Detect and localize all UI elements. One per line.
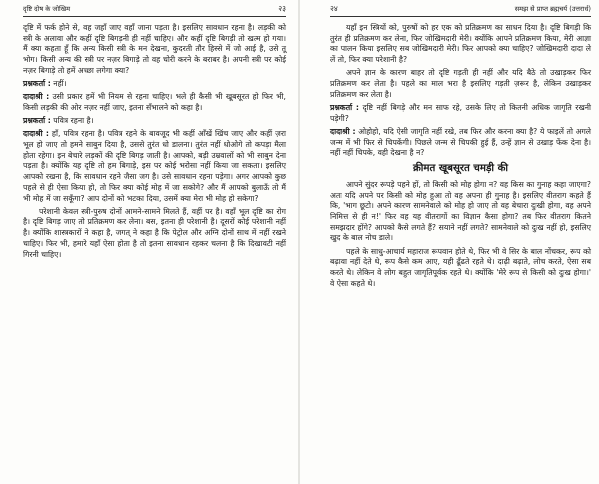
paragraph: यहाँ इन स्त्रियों को, पुरुषों को हर एक को प्रतिक्रमण का साधन दिया है। दृष्टि बिगड़ी कि तुरंत ही प्रतिक्रमण कर लेना, फिर जोखिमदारी मेरी। क्योंकि आपने प्रतिक्रमण किया, मेरी आज्ञा का पालन किया इसलिए सब जोखिमदारी मेरी। फिर आपको क्या चाहिए? जोखिमदारी दादा ले लें तो, फिर क्या परेशानी है? bbox=[330, 23, 591, 65]
right-page-body bbox=[330, 23, 591, 289]
dialogue-answer: दादाश्री : हाँ, पवित्र रहना है। पवित्र रहने के बावजूद भी कहीं आँखें खिंच जाए और कहीं ज़रा भूल हो जाए तो हमने साबुन दिया है, उससे तुरंत धो डालना। तुरंत नहीं धोओगे तो कपड़ा मैला होता रहेगा। इन बेचारे लड़कों की दृष्टि बिगड़ जाती है। आपको, बड़ी उम्रवालों को भी साबुन देना पड़ता है। क्योंकि यह दृष्टि तो हम बिगाड़े, इस पर कोई भरोसा नहीं किया जा सकता। इसलिए आपको रखना है, कि सावधान रहने जैसा जग है। उसे सावधान रहना पड़ेगा। अगर आपको कुछ पहले से ही ऐसा किया हो, तो फिर क्या कोई मोह में जा सकोगे? और मैं आपको बुलाऊँ तो मैं भी मोह में जा सकूँगा? आप दोनों को भटका दिया, उसमें क्या मेरा भी मोह हो सकेगा? bbox=[23, 129, 286, 203]
speaker-label: दादाश्री : bbox=[330, 126, 356, 136]
left-page-number: २३ bbox=[278, 4, 286, 13]
paragraph: अपने ज्ञान के कारण बाहर तो दृष्टि गड़ती ही नहीं और यदि बैठे तो उखाड़कर फिर प्रतिक्रमण कर लेता है। पहले का माल भरा है इसलिए गड़ती ज़रूर है, लेकिन उखाड़कर प्रतिक्रमण कर लेता है। bbox=[330, 68, 591, 99]
right-page bbox=[300, 0, 599, 484]
speaker-label: प्रश्नकर्ता : bbox=[330, 102, 359, 112]
left-page-body bbox=[23, 23, 286, 260]
speaker-label: दादाश्री : bbox=[23, 129, 49, 139]
paragraph: दृष्टि में फर्क होने से, वह जहाँ जाए वहाँ जाना पड़ता है। इसलिए सावधान रहना है। लड़की को स्त्री के अलावा और कहीं दृष्टि बिगड़नी ही नहीं चाहिए। और कहीं दृष्टि बिगड़ी तो खत्म हो गया। मैं क्या कहता हूँ कि अन्य किसी स्त्री के मन देखना, कुदरती तौर हिस्से में जो आई है, उसे तू भोग। किसी अन्य की स्त्री पर नज़र बिगाड़े तो वह चोरी करने के बराबर है। अपनी स्त्री पर कोई नज़र बिगाड़े तो हमें अच्छा लगेगा क्या? bbox=[23, 23, 286, 75]
left-page bbox=[0, 0, 298, 484]
left-page-header bbox=[23, 3, 286, 17]
right-running-title: समझ से प्राप्त ब्रह्मचर्य (उत्तरार्ध) bbox=[514, 5, 591, 13]
right-page-number: २४ bbox=[330, 4, 338, 13]
dialogue-question: प्रश्नकर्ता : दृष्टि नहीं बिगड़े और मन साफ रहे, उसके लिए तो कितनी अधिक जागृति रखनी पड़ेगी? bbox=[330, 102, 591, 123]
dialogue-answer: दादाश्री : ओहोहो, यदि ऐसी जागृति नहीं रखे, तब फिर और करना क्या है? ये फाइलें तो अगले जन्म में भी फिर से चिपकेंगी। पिछले जन्म से चिपकी हुई हैं, उन्हें ज्ञान से उखाड़ फेंक देना है। नहीं नहीं चिपके, वही देखना है न? bbox=[330, 126, 591, 158]
dialogue-answer: दादाश्री : उसी प्रकार हमें भी नियम से रहना चाहिए। भले ही कैसी भी खूबसूरत हो फिर भी, किसी लड़की की ओर नज़र नहीं जाए, इतना सँभालने को कहा है। bbox=[23, 92, 286, 112]
speaker-label: दादाश्री : bbox=[23, 92, 50, 102]
paragraph: आपने सुंदर रूपड़े पहने हों, तो किसी को मोह होगा न? वह किस का गुनाह कहा जाएगा? अतः यदि अपने पर किसी को मोह हुआ तो वह अपना ही गुनाह है। इसलिए वीतराग कहते हैं कि, 'भाग छूटो। अपने कारण सामनेवाले को मोह हो जाए तो वह बेचारा दुःखी होगा, वह अपने निमित्त से ही न!' फिर वह यह वीतरागों का विज्ञान कैसा होगा? तब फिर वीतराग कितने समझदार होंगे? आपको कैसे लगते हैं? सयाने नहीं लगते? सामनेवाले को दुःख नहीं हो, इसलिए खुद के बाल नोच डाले। bbox=[330, 179, 591, 243]
left-running-title: दृष्टि दोष के जोखिम bbox=[23, 5, 71, 13]
dialogue-question: प्रश्नकर्ता : नहीं। bbox=[23, 79, 67, 89]
speaker-label: प्रश्नकर्ता : bbox=[23, 79, 51, 89]
chapter-heading: क्रीमत खूबसूरत चमड़ी की bbox=[412, 162, 509, 174]
dialogue-question: प्रश्नकर्ता : पवित्र रहना है। bbox=[23, 116, 94, 126]
paragraph: परेशानी केवल स्त्री-पुरुष दोनों आमने-सामने मिलते हैं, वहीं पर है। वहाँ भूल दृष्टि का रोग है। दृष्टि बिगड़ जाए तो प्रतिक्रमण कर लेना। बस, इतना ही परेशानी है। दूसरों कोई परेशानी नहीं है। क्योंकि शास्त्रकारों ने कहा है, जगत् ने कहा है कि पेट्रोल और अग्नि दोनों साथ में नहीं रखने चाहिए। फिर भी, हमारे यहाँ ऐसा होता है तो इतना सावधान रहकर चलना है कि दिखावटी नहीं गिरनी चाहिए। bbox=[23, 206, 286, 259]
paragraph: पहले के साधु-आचार्य महाराज रूपवान होते थे, फिर भी वे सिर के बाल नोंचकर, रूप को बढ़ावा नहीं देते थे, रूप कैसे कम आए, यही ढूँढते रहते थे। दाढ़ी बढ़ाते, लोच करते, ऐसा सब करते थे। लेकिन वे लोग बहुत जागृतिपूर्वक रहते थे। क्योंकि 'मेरे रूप से किसी को दुःख होगा।' वे ऐसा कहते थे। bbox=[330, 246, 591, 288]
speaker-label: प्रश्नकर्ता : bbox=[23, 116, 51, 126]
right-page-header bbox=[330, 3, 591, 17]
